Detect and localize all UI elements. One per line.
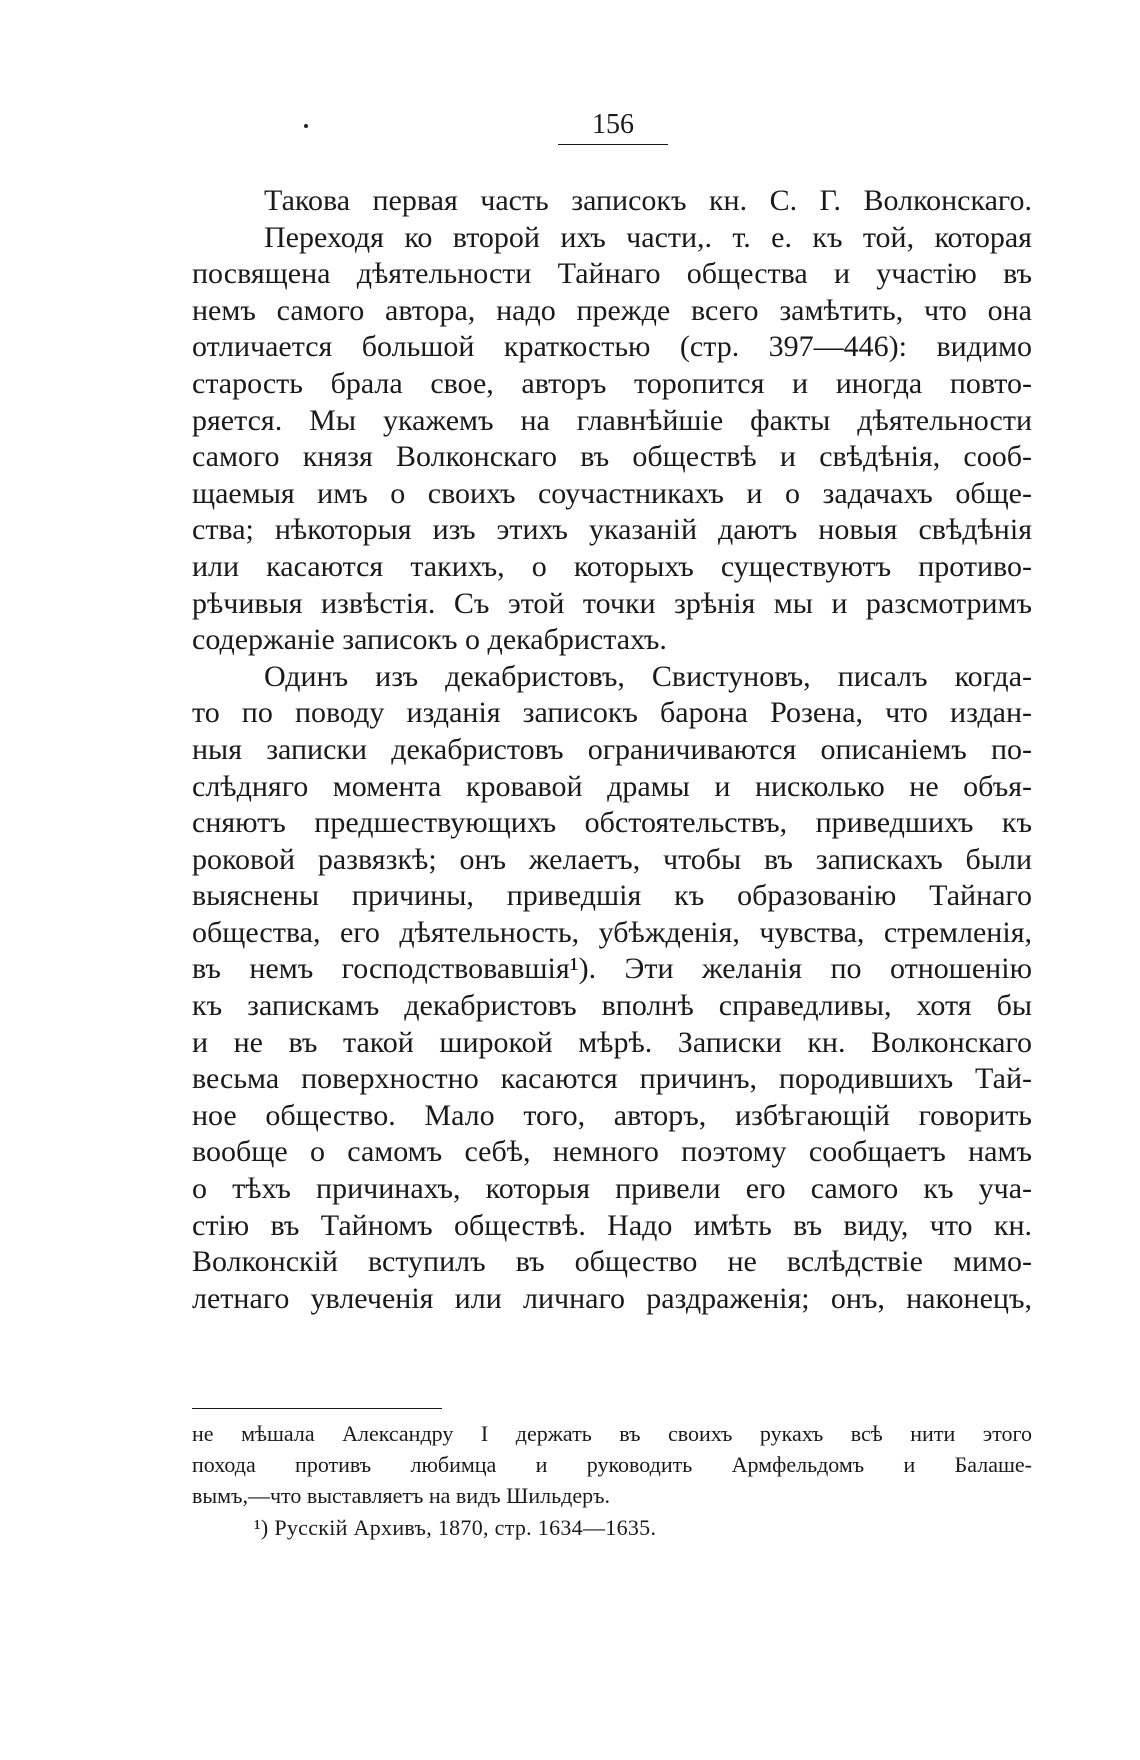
text-line: стію въ Тайномъ обществѣ. Надо имѣть въ виду, что кн. xyxy=(192,1208,1032,1242)
text-line: самого князя Волконскаго въ обществѣ и свѣдѣнія, сооб- xyxy=(192,440,1032,474)
footnote-1: ¹) Русскій Архивъ, 1870, стр. 1634—1635. xyxy=(254,1515,657,1540)
text-line: слѣдняго момента кровавой драмы и нисколько не объя- xyxy=(192,769,1032,803)
text-line: сняютъ предшествующихъ обстоятельствъ, приведшихъ къ xyxy=(192,806,1032,840)
main-text xyxy=(192,183,1032,1317)
text-line: къ запискамъ декабристовъ вполнѣ справедливы, хотя бы xyxy=(192,989,1032,1023)
text-line: общества, его дѣятельность, убѣжденія, чувства, стремленія, xyxy=(192,915,1032,949)
text-line: старость брала свое, авторъ торопится и иногда повто- xyxy=(192,366,1032,400)
text-line: Одинъ изъ декабристовъ, Свистуновъ, писалъ когда- xyxy=(264,659,1032,693)
paragraph-1 xyxy=(192,183,1032,659)
text-line: роковой развязкѣ; онъ желаетъ, чтобы въ запискахъ были xyxy=(192,842,1032,876)
text-line: ства; нѣкоторыя изъ этихъ указаній даютъ новыя свѣдѣнія xyxy=(192,513,1032,547)
text-line: щаемыя имъ о своихъ соучастникахъ и о задачахъ обще- xyxy=(192,476,1032,510)
text-line: посвящена дѣятельности Тайнаго общества и участію въ xyxy=(192,257,1032,291)
footnotes xyxy=(192,1418,1032,1545)
footnote-separator xyxy=(192,1408,442,1409)
text-line: въ немъ господствовавшія¹). Эти желанія по отношенію xyxy=(192,952,1032,986)
text-line: вообще о самомъ себѣ, немного поэтому сообщаетъ намъ xyxy=(192,1135,1032,1169)
footnote-line: вымъ,—что выставляетъ на видъ Шильдеръ. xyxy=(192,1483,610,1508)
text-line: содержаніе записокъ о декабристахъ. xyxy=(192,623,667,657)
text-line: весьма поверхностно касаются причинъ, породившихъ Тай- xyxy=(192,1062,1032,1096)
text-line: Переходя ко второй ихъ части,. т. е. къ той, которая xyxy=(264,220,1032,254)
page-header xyxy=(558,110,668,145)
print-speck xyxy=(304,124,308,128)
text-line: немъ самого автора, надо прежде всего замѣтить, что она xyxy=(192,293,1032,327)
text-line: ряется. Мы укажемъ на главнѣйшіе факты дѣятельности xyxy=(192,403,1032,437)
text-line: Волконскій вступилъ въ общество не вслѣдствіе мимо- xyxy=(192,1245,1032,1279)
text-line: ное общество. Мало того, авторъ, избѣгающій говорить xyxy=(192,1098,1032,1132)
text-line: рѣчивыя извѣстія. Съ этой точки зрѣнія мы и разсмотримъ xyxy=(192,586,1032,620)
text-line: и не въ такой широкой мѣрѣ. Записки кн. Волконскаго xyxy=(192,1025,1032,1059)
text-line: о тѣхъ причинахъ, которыя привели его самого къ уча- xyxy=(192,1172,1032,1206)
text-line: отличается большой краткостью (стр. 397—446): видимо xyxy=(192,330,1032,364)
text-line: Такова первая часть записокъ кн. С. Г. Волконскаго. xyxy=(264,184,1032,217)
footnote-line: похода противъ любимца и руководить Армфельдомъ и Балаше- xyxy=(192,1452,1032,1477)
text-line: выяснены причины, приведшія къ образованію Тайнаго xyxy=(192,879,1032,913)
text-line: летнаго увлеченія или личнаго раздраженія; онъ, наконецъ, xyxy=(192,1281,1032,1315)
text-line: или касаются такихъ, о которыхъ существуютъ противо- xyxy=(192,549,1032,583)
footnote-continued xyxy=(192,1418,1032,1511)
page-number: 156 xyxy=(592,109,634,140)
paragraph-2 xyxy=(192,659,1032,1318)
text-line: то по поводу изданія записокъ барона Розена, что издан- xyxy=(192,696,1032,730)
text-line: ныя записки декабристовъ ограничиваются описаніемъ по- xyxy=(192,732,1032,766)
page-number-rule xyxy=(558,144,668,145)
footnote-line: не мѣшала Александру I держать въ своихъ рукахъ всѣ нити этого xyxy=(192,1421,1032,1446)
